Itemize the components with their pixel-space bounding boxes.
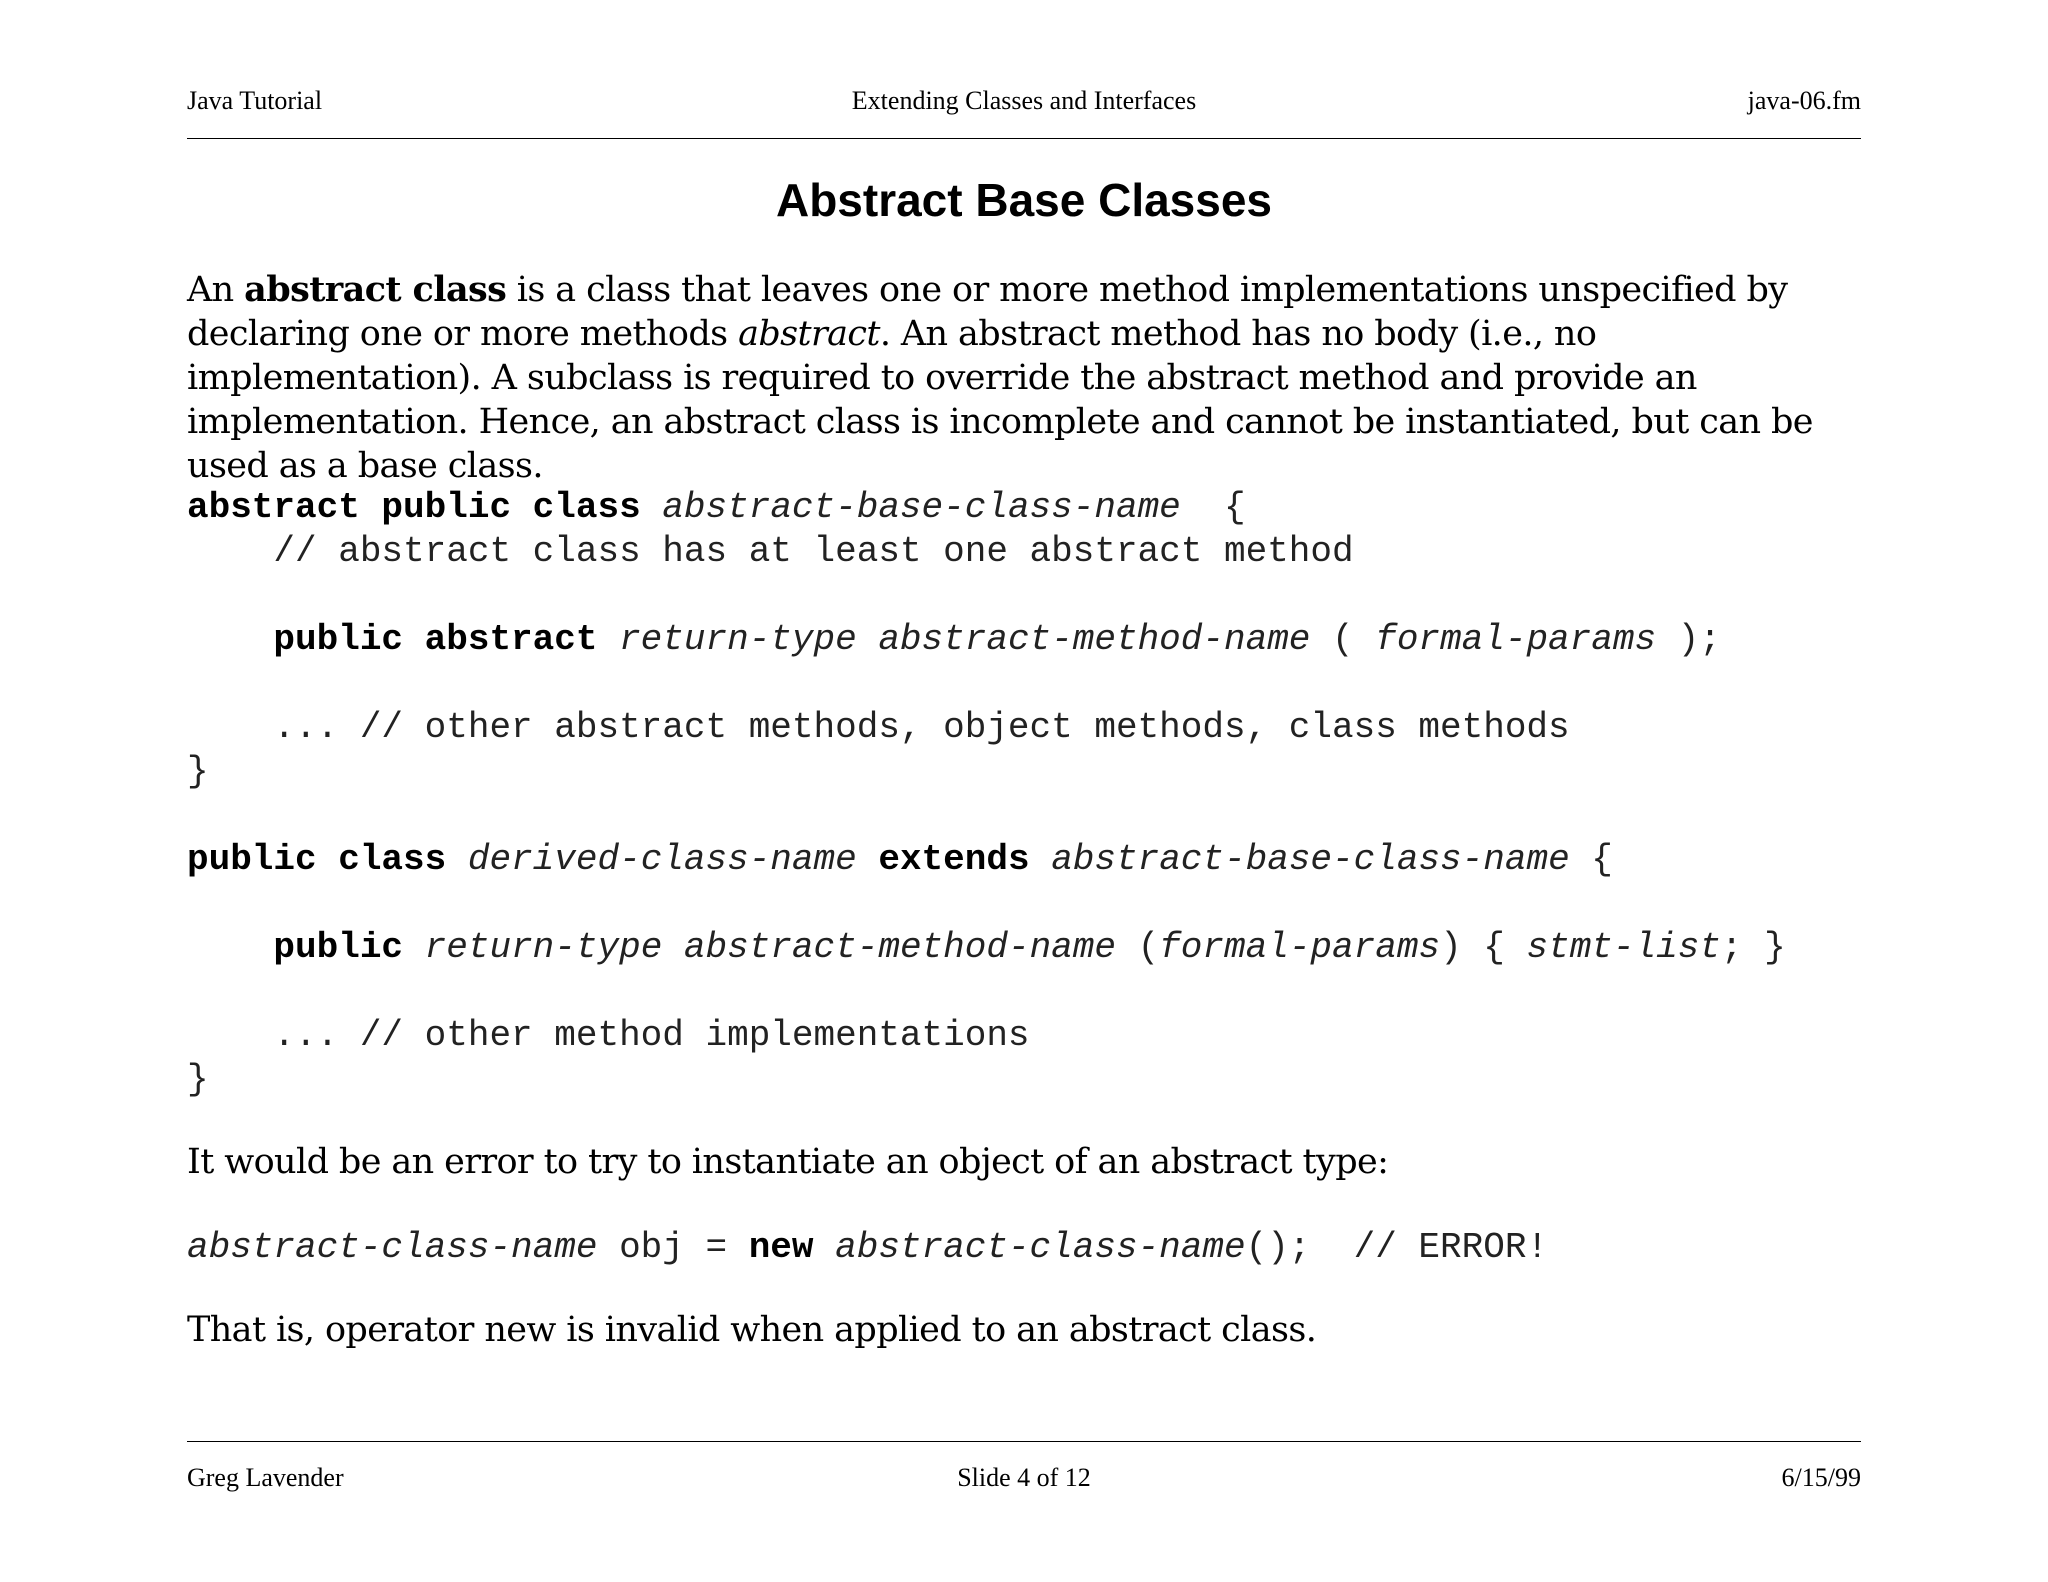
footer-author: Greg Lavender <box>187 1463 344 1492</box>
code-line <box>187 926 1786 970</box>
code-keyword: public class <box>187 839 447 880</box>
code-identifier: abstract-base-class-name <box>662 487 1181 528</box>
error-paragraph: It would be an error to try to instantiate an object of an abstract type: <box>187 1142 1389 1182</box>
code-identifier: abstract-class-name <box>187 1227 598 1268</box>
intro-paragraph <box>187 268 1877 488</box>
code-comment-line: // abstract class has at least one abstract method <box>187 531 1354 572</box>
code-brace: } <box>187 751 209 792</box>
code-keyword: public abstract <box>187 619 598 660</box>
code-text: ; } <box>1720 927 1786 968</box>
intro-italic-term: abstract <box>738 314 880 354</box>
code-keyword: extends <box>878 839 1030 880</box>
header-left: Java Tutorial <box>187 86 323 115</box>
footer-slide-number: Slide 4 of 12 <box>957 1463 1091 1492</box>
intro-text-c: . An abstract method has no body (i.e., no implementation). A subclass is required to override the abstract method and provide an implementation. Hence, an abstract class is incomplete and cannot be instantiated, but can be used as a base class. <box>187 314 1813 486</box>
code-identifier: abstract-method-name <box>878 619 1311 660</box>
code-line <box>187 618 1721 662</box>
header-center: Extending Classes and Interfaces <box>851 86 1197 115</box>
code-identifier: abstract-base-class-name <box>1051 839 1570 880</box>
code-line <box>187 1226 1548 1270</box>
code-text: (); // ERROR! <box>1245 1227 1549 1268</box>
intro-bold-term: abstract class <box>244 269 507 310</box>
code-comment-line: ... // other method implementations <box>187 1015 1030 1056</box>
code-line <box>187 486 1246 530</box>
code-text: ( <box>1310 619 1376 660</box>
code-comment-line: ... // other abstract methods, object methods, class methods <box>187 707 1570 748</box>
code-block-derived-class <box>187 838 1887 1102</box>
code-text: ( <box>1115 927 1160 968</box>
code-keyword: public <box>187 927 404 968</box>
code-identifier: abstract-method-name <box>683 927 1116 968</box>
code-identifier: abstract-class-name <box>835 1227 1246 1268</box>
code-identifier: formal-params <box>1375 619 1657 660</box>
code-text: obj = <box>597 1227 749 1268</box>
header-divider <box>187 138 1861 139</box>
code-keyword: abstract public class <box>187 487 641 528</box>
code-brace: } <box>187 1059 209 1100</box>
code-identifier: formal-params <box>1159 927 1441 968</box>
code-block-abstract-class <box>187 486 1887 794</box>
code-text: ) { <box>1440 927 1527 968</box>
slide-title: Abstract Base Classes <box>775 174 1273 226</box>
intro-text-a: An <box>187 270 245 310</box>
code-identifier: return-type <box>619 619 857 660</box>
code-identifier: stmt-list <box>1526 927 1721 968</box>
code-keyword: new <box>748 1227 814 1268</box>
code-text: { <box>1569 839 1613 880</box>
code-text: ); <box>1656 619 1721 660</box>
footer-date: 6/15/99 <box>1781 1463 1861 1492</box>
code-text: { <box>1180 487 1246 528</box>
code-identifier: derived-class-name <box>467 839 857 880</box>
intro-text-b: is a class that leaves one or more method implementations unspecified by declaring one or more methods <box>187 270 1788 354</box>
code-line <box>187 838 1613 882</box>
closing-paragraph: That is, operator new is invalid when applied to an abstract class. <box>187 1310 1317 1350</box>
footer-divider <box>187 1441 1861 1442</box>
header-right: java-06.fm <box>1747 86 1861 115</box>
code-identifier: return-type <box>424 927 663 968</box>
